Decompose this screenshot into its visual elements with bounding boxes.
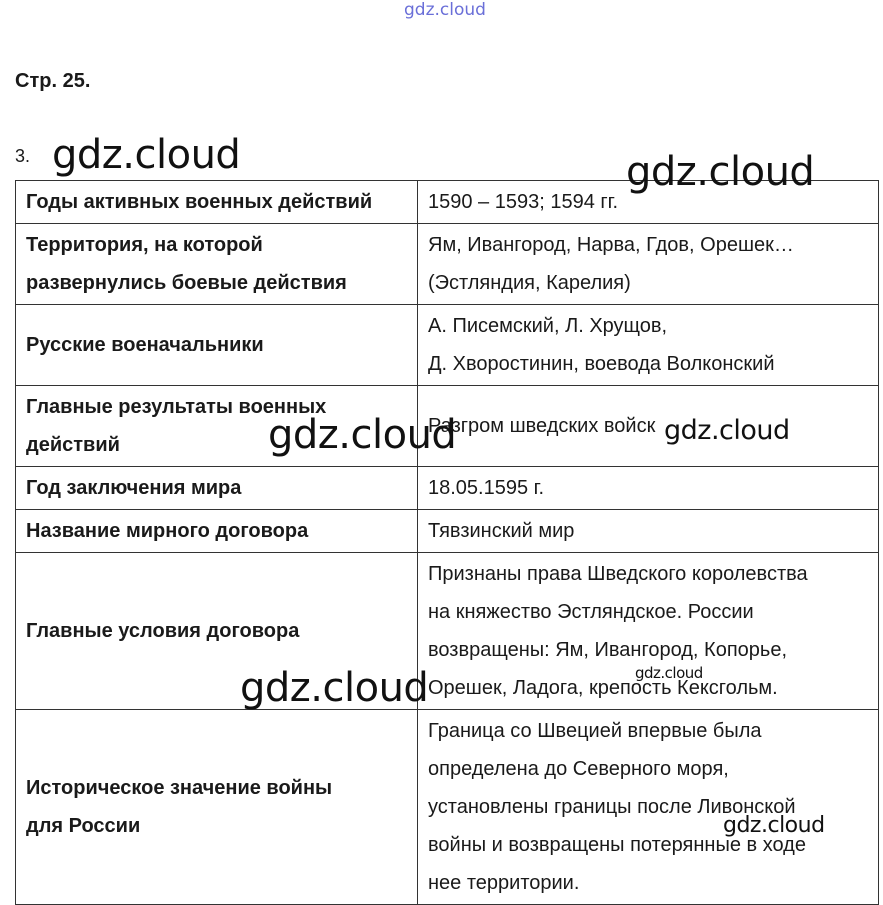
value-line: Тявзинский мир — [428, 520, 575, 542]
row-value — [418, 510, 879, 553]
watermark: gdz.cloud — [52, 132, 241, 178]
row-value — [418, 386, 879, 467]
key-line: Годы активных военных действий — [26, 191, 373, 213]
key-line: Год заключения мира — [26, 477, 242, 499]
value-line: Граница со Швецией впервые была — [428, 720, 762, 742]
row-key — [16, 710, 418, 905]
war-summary-table — [15, 180, 879, 905]
watermark: gdz.cloud — [723, 813, 825, 838]
watermark: gdz.cloud — [626, 149, 815, 195]
value-line: Орешек, Ладога, крепость Кексгольм. — [428, 677, 778, 699]
row-key — [16, 305, 418, 386]
table-row — [16, 467, 879, 510]
value-line: возвращены: Ям, Ивангород, Копорье, — [428, 639, 787, 661]
row-key — [16, 224, 418, 305]
value-line: Д. Хворостинин, воевода Волконский — [428, 353, 775, 375]
row-value — [418, 710, 879, 905]
row-key — [16, 467, 418, 510]
watermark: gdz.cloud — [635, 664, 703, 682]
row-key — [16, 510, 418, 553]
value-line: на княжество Эстляндское. России — [428, 601, 754, 623]
page-label: Стр. 25. — [15, 70, 91, 92]
key-line: развернулись боевые действия — [26, 272, 347, 294]
watermark-top: gdz.cloud — [404, 0, 486, 20]
row-key — [16, 181, 418, 224]
key-line: Историческое значение войны — [26, 777, 333, 799]
key-line: для России — [26, 815, 141, 837]
value-line: А. Писемский, Л. Хрущов, — [428, 315, 668, 337]
value-line: (Эстляндия, Карелия) — [428, 272, 631, 294]
row-value — [418, 467, 879, 510]
key-line: Территория, на которой — [26, 234, 263, 256]
value-line: Разгром шведских войск — [428, 415, 656, 437]
key-line: действий — [26, 434, 120, 456]
value-line: Ям, Ивангород, Нарва, Гдов, Орешек… — [428, 234, 794, 256]
value-line: 18.05.1595 г. — [428, 477, 545, 499]
row-value — [418, 305, 879, 386]
row-value — [418, 553, 879, 710]
table-row — [16, 224, 879, 305]
watermark: gdz.cloud — [664, 415, 790, 446]
key-line: Название мирного договора — [26, 520, 309, 542]
row-value — [418, 224, 879, 305]
table-row — [16, 710, 879, 905]
key-line: Главные условия договора — [26, 620, 300, 642]
value-line: нее территории. — [428, 872, 580, 894]
key-line: Русские военачальники — [26, 334, 264, 356]
key-line: Главные результаты военных — [26, 396, 327, 418]
watermark: gdz.cloud — [268, 412, 457, 458]
value-line: определена до Северного моря, — [428, 758, 729, 780]
table-row — [16, 305, 879, 386]
value-line: установлены границы после Ливонской — [428, 796, 796, 818]
watermark: gdz.cloud — [240, 665, 429, 711]
value-line: 1590 – 1593; 1594 гг. — [428, 191, 619, 213]
value-line: Признаны права Шведского королевства — [428, 563, 808, 585]
table-row — [16, 553, 879, 710]
task-number: 3. — [15, 146, 31, 166]
table-row — [16, 510, 879, 553]
value-line: войны и возвращены потерянные в ходе — [428, 834, 806, 856]
